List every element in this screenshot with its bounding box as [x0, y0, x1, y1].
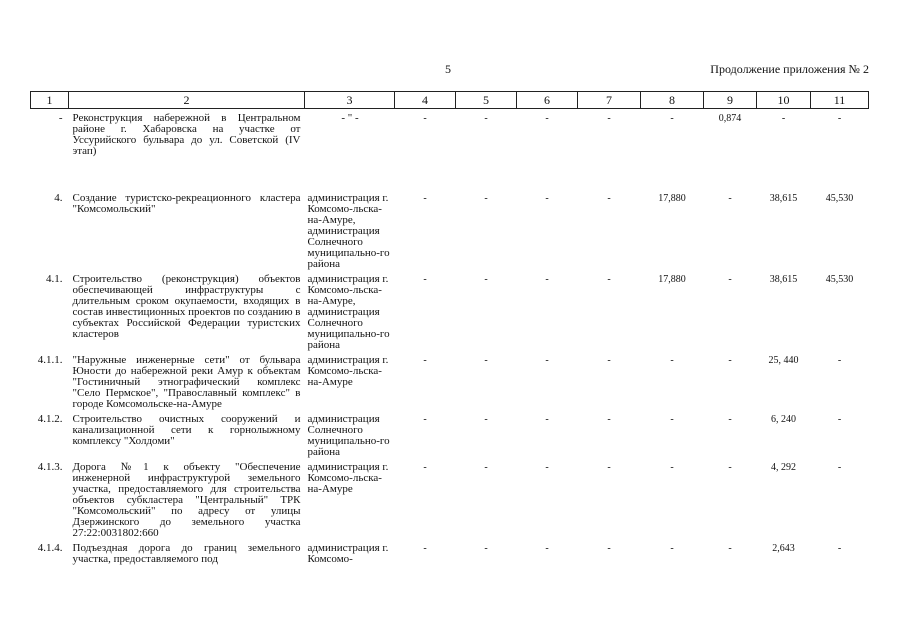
table-row	[31, 539, 869, 565]
row-name: Строительство очистных сооружений и канализационной сети к горнолыжному комплексу "Холдоми"	[72, 413, 301, 447]
row-value: -	[484, 355, 488, 366]
row-value: -	[484, 414, 488, 425]
row-code: 4.1.2.	[37, 413, 63, 425]
header-row	[31, 92, 869, 109]
row-value: -	[484, 543, 488, 554]
row-code: 4.	[54, 192, 63, 204]
row-name: Реконструкция набережной в Центральном районе г. Хабаровска на участке от Уссурийского бульвара до ул. Советской (IV этап)	[72, 112, 301, 157]
table-row	[31, 410, 869, 458]
row-value: 45,530	[825, 193, 854, 204]
row-value: 0,874	[718, 113, 742, 124]
row-value: -	[607, 113, 611, 124]
table-row	[31, 109, 869, 158]
row-value: -	[423, 414, 427, 425]
row-executor: администрация г. Комсомо-льска-на-Амуре	[307, 354, 389, 388]
table-header	[31, 92, 869, 109]
table-row	[31, 270, 869, 351]
row-value: 4, 292	[771, 462, 796, 473]
row-value: -	[670, 355, 674, 366]
column-header: 3	[305, 92, 395, 109]
row-value: -	[781, 113, 786, 124]
column-header: 9	[704, 92, 757, 109]
row-value: -	[728, 414, 732, 425]
row-value: -	[545, 274, 549, 285]
row-value: -	[545, 193, 549, 204]
row-value: 17,880	[658, 193, 686, 204]
row-value: -	[423, 193, 427, 204]
row-value: -	[484, 193, 488, 204]
row-value: 25, 440	[768, 355, 799, 366]
row-name: Строительство (реконструкция) объектов обеспечивающей инфраструктуры с длительным сроком окупаемости, входящих в состав инвестиционных проектов по созданию в субъектах Российской Федерации туристских кластеров	[72, 273, 301, 340]
table-row	[31, 458, 869, 539]
column-header: 8	[641, 92, 704, 109]
page-number: 5	[445, 62, 451, 76]
column-header: 10	[757, 92, 811, 109]
row-value: -	[607, 355, 611, 366]
row-executor: администрация г. Комсомо-льска-на-Амуре, администрация Солнечного муниципально-го района	[307, 192, 390, 270]
row-name: Дорога №1 к объекту "Обеспечение инженерной инфраструктурой земельного участка, предоставляемого для строительства объектов субкластера "Центральный" ТРК "Комсомольский" по адресу от улицы Дзержинского до земельного участка 27:22:0031802:660	[72, 461, 301, 539]
row-value: -	[728, 462, 732, 473]
row-value: -	[670, 113, 674, 124]
row-value: 2,643	[772, 543, 795, 554]
row-value: -	[607, 543, 611, 554]
row-value: -	[484, 462, 488, 473]
column-header: 11	[811, 92, 869, 109]
row-value: -	[423, 355, 427, 366]
column-header: 2	[69, 92, 305, 109]
data-table	[30, 91, 869, 565]
column-header: 5	[456, 92, 517, 109]
column-header: 6	[517, 92, 578, 109]
row-value: -	[545, 462, 549, 473]
row-value: -	[670, 414, 674, 425]
row-value: 6, 240	[771, 414, 796, 425]
row-value: -	[545, 113, 549, 124]
row-code: 4.1.1.	[37, 354, 63, 366]
column-header: 1	[31, 92, 69, 109]
row-value: -	[545, 414, 549, 425]
row-name: Подъездная дорога до границ земельного участка, предоставляемого под	[72, 542, 301, 565]
row-code: 4.1.	[46, 273, 63, 285]
row-name: "Наружные инженерные сети" от бульвара Юности до набережной реки Амур к объектам "Гостиничный этнографический комплекс "Село Пермское", "Православный комплекс" в городе Комсомольске-на-Амуре	[72, 354, 301, 410]
row-value: 38,615	[769, 274, 798, 285]
row-value: -	[670, 543, 674, 554]
row-value: 45,530	[825, 274, 854, 285]
row-value: 38,615	[769, 193, 798, 204]
column-header: 7	[578, 92, 641, 109]
row-code: -	[58, 112, 63, 124]
row-value: -	[837, 462, 842, 473]
row-value: 17,880	[658, 274, 686, 285]
row-value: -	[484, 274, 488, 285]
row-value: -	[607, 274, 611, 285]
row-value: -	[607, 462, 611, 473]
row-value: -	[545, 355, 549, 366]
row-code: 4.1.4.	[37, 542, 63, 554]
row-value: -	[728, 193, 732, 204]
row-value: -	[423, 113, 427, 124]
row-value: -	[837, 543, 842, 554]
row-code: 4.1.3.	[37, 461, 63, 473]
row-spacer	[31, 157, 869, 189]
row-name: Создание туристско-рекреационного кластера "Комсомольский"	[72, 192, 301, 215]
row-value: -	[423, 543, 427, 554]
row-executor: администрация г. Комсомо-	[307, 542, 389, 565]
row-executor: администрация г. Комсомо-льска-на-Амуре	[307, 461, 389, 495]
row-value: -	[607, 193, 611, 204]
row-value: -	[837, 113, 842, 124]
row-value: -	[837, 355, 842, 366]
row-value: -	[670, 462, 674, 473]
row-value: -	[423, 462, 427, 473]
row-value: -	[837, 414, 842, 425]
row-executor: - " -	[341, 112, 359, 124]
row-value: -	[728, 543, 732, 554]
row-value: -	[607, 414, 611, 425]
row-value: -	[545, 543, 549, 554]
row-value: -	[423, 274, 427, 285]
table-row	[31, 351, 869, 410]
table-row	[31, 189, 869, 270]
row-executor: администрация Солнечного муниципально-го района	[307, 413, 390, 458]
continuation-label: Продолжение приложения № 2	[710, 62, 869, 76]
column-header: 4	[395, 92, 456, 109]
row-value: -	[728, 355, 732, 366]
row-executor: администрация г. Комсомо-льска-на-Амуре, администрация Солнечного муниципально-го района	[307, 273, 390, 351]
row-value: -	[484, 113, 488, 124]
row-value: -	[728, 274, 732, 285]
